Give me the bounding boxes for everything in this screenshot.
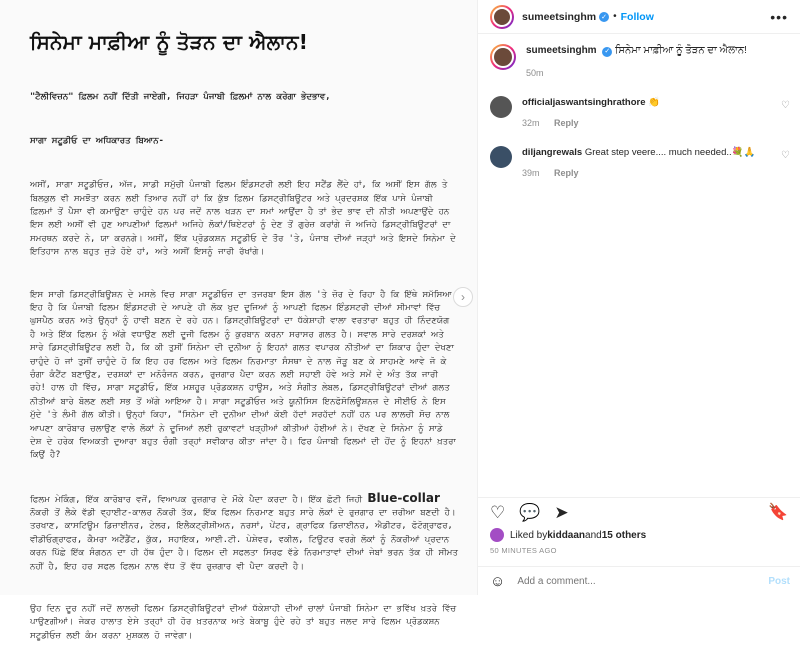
header-username[interactable]: sumeetsinghm	[522, 10, 597, 23]
comment-avatar[interactable]	[490, 96, 512, 118]
caption-avatar[interactable]	[490, 44, 516, 70]
comment-time: 39m	[522, 168, 540, 178]
document-paragraph-4: ਉਹ ਦਿਨ ਦੂਰ ਨਹੀਂ ਜਦੋਂ ਲਾਲਚੀ ਫਿਲਮ ਡਿਸਟ੍ਰੀਬਿਊਟਰਾਂ ਦੀਆਂ ਧੱਕੇਸ਼ਾਹੀ ਦੀਆਂ ਚਾਲਾਂ ਪੰਜਾਬੀ ਸਿਨੇਮਾ ਦਾ ਭਵਿੱਖ ਖ਼ਤਰੇ ਵਿੱਚ ਪਾਉਣਗੀਆਂ। ਜੇਕਰ ਹਾਲਾਤ ਏਸੇ ਤਰ੍ਹਾਂ ਹੀ ਹੋਰ ਖ਼ਤਰਨਾਕ ਅਤੇ ਬੇਕਾਬੂ ਹੁੰਦੇ ਰਹੇ ਤਾਂ ਬਹੁਤ ਜਲਦ ਸਾਰੇ ਫਿਲਮ ਪ੍ਰੋਡਕਸ਼ਨ ਸਟੂਡੀਓਜ਼ ਲਈ ਕੰਮ ਕਰਨਾ ਮੁਸ਼ਕਲ ਹੋ ਜਾਵੇਗਾ।	[30, 603, 462, 641]
caption-avatar-photo	[492, 46, 514, 68]
comments-list[interactable]	[478, 34, 800, 444]
likes-mid: and	[585, 529, 602, 541]
comment-avatar[interactable]	[490, 146, 512, 168]
emoji-icon[interactable]: ☺	[490, 573, 506, 590]
comment-time: 32m	[522, 118, 540, 128]
paragraph-3-start: ਫਿਲਮ ਮੇਕਿੰਗ, ਇੱਕ ਕਾਰੋਬਾਰ ਵਜੋਂ, ਵਿਆਪਕ ਰੁਜ਼ਗਾਰ ਦੇ ਮੌਕੇ ਪੈਦਾ ਕਰਦਾ ਹੈ। ਇੱਕ ਛੋਟੀ ਜਿਹੀ	[30, 494, 368, 505]
likes-others[interactable]: 15 others	[601, 529, 647, 541]
caption-body	[526, 44, 747, 80]
avatar[interactable]	[490, 5, 514, 29]
separator-dot: •	[613, 11, 617, 22]
post-button[interactable]: Post	[768, 576, 790, 587]
likes-summary	[490, 528, 646, 542]
caption-time: 50m	[526, 68, 544, 78]
comment-icon[interactable]: 💬	[519, 503, 541, 522]
comment-text: Great step veere.... much needed..💐🙏	[584, 147, 756, 158]
likes-prefix: Liked by	[510, 529, 548, 541]
document-paragraph-3	[30, 490, 464, 574]
comment-like-heart-icon[interactable]: ♡	[781, 150, 790, 161]
liker-username[interactable]: kiddaan	[547, 529, 586, 541]
reply-button[interactable]: Reply	[554, 118, 579, 128]
verified-badge-icon: ✓	[599, 12, 609, 22]
more-options-icon[interactable]: •••	[770, 9, 788, 25]
document-paragraph-2: ਇਸ ਸਾਰੀ ਡਿਸਟ੍ਰੀਬਿਊਸ਼ਨ ਦੇ ਮਸਲੇ ਵਿਚ ਸਾਗਾ ਸਟੂਡੀਓਜ਼ ਦਾ ਤਜਰਬਾ ਇਸ ਗੱਲ 'ਤੇ ਜ਼ੋਰ ਦੇ ਰਿਹਾ ਹੈ ਕਿ ਇੱਥੇ ਸਮੱਸਿਆ ਇਹ ਹੈ ਕਿ ਪੰਜਾਬੀ ਫਿਲਮ ਇੰਡਸਟਰੀ ਦੇ ਆਪਣੇ ਹੀ ਲੋਕ ਖੁਦ ਦੂਜਿਆਂ ਨੂੰ ਆਪਣੀ ਫਿਲਮ ਇੰਡਸਟਰੀ ਦੀਆਂ ਸੀਮਾਵਾਂ ਵਿੱਚ ਘੁਸਪੈਠ ਕਰਨ ਅਤੇ ਉਨ੍ਹਾਂ ਨੂੰ ਹਾਵੀ ਬਣਨ ਦੇ ਰਹੇ ਹਨ। ਡਿਸਟ੍ਰੀਬਿਊਟਰਾਂ ਦਾ ਧੱਕੇਸ਼ਾਹੀ ਵਾਲਾ ਵਰਤਾਰਾ ਬਹੁਤ ਹੀ ਨਿੰਦਣਯੋਗ ਹੈ ਅਤੇ ਇੱਕ ਫਿਲਮ ਨੂੰ ਅੱਗੇ ਵਧਾਉਣ ਲਈ ਦੂਜੀ ਫਿਲਮ ਨੂੰ ਕੁਰਬਾਨ ਕਰਨਾ ਸਰਾਸਰ ਗਲਤ ਹੈ। ਸਵਾਲ ਸਾਰੇ ਦਰਸ਼ਕਾਂ ਅਤੇ ਸਾਰੇ ਡਿਸਟ੍ਰੀਬਿਊਟਰ ਲਈ ਹੈ, ਕਿ ਕੀ ਤੁਸੀਂ ਸਿਨੇਮਾ ਦੀ ਦੁਨੀਆ ਨੂੰ ਇਹਨਾਂ ਗਲਤ ਵਪਾਰਕ ਨੀਤੀਆਂ ਦਾ ਸ਼ਿਕਾਰ ਹੁੰਦਾ ਦੇਖਣਾ ਚਾਹੁੰਦੇ ਹੋ ਜਾਂ ਤੁਸੀਂ ਚਾਹੁੰਦੇ ਹੋ ਕਿ ਇਹ ਹਰ ਫਿਲਮ ਅਤੇ ਫਿਲਮ ਨਿਰਮਾਤਾ ਸੰਸਥਾ ਦੇ ਨਾਲ ਜੋੜੂ ਬਣ ਕੇ ਸਾਹਮਣੇ ਆਵੇ ਜੋ ਕੇ ਚੰਗਾ ਕੰਟੈਂਟ ਬਣਾਉਣ, ਦਰਸ਼ਕਾਂ ਦਾ ਮਨੋਰੰਜਨ ਕਰਨ, ਰੁਜ਼ਗਾਰ ਪੈਦਾ ਕਰਨ ਲਈ ਸਹਾਈ ਹੋਵੇ ਅਤੇ ਸਮੇਂ ਦੇ ਅੰਤ ਤੱਕ ਜਾਰੀ ਰਹੇ! ਹਾਲ ਹੀ ਵਿੱਚ, ਸਾਗਾ ਸਟੂਡੀਓ, ਇੱਕ ਮਸ਼ਹੂਰ ਪ੍ਰੋਡਕਸ਼ਨ ਹਾਊਸ, ਅਤੇ ਸੰਗੀਤ ਲੇਬਲ, ਡਿਸਟ੍ਰੀਬਿਊਟਰਾਂ ਦੀਆਂ ਗਲਤ ਨੀਤੀਆਂ ਬਾਰੇ ਬੋਲਣ ਲਈ ਸਭ ਤੋਂ ਅੱਗੇ ਆਇਆ ਹੈ। ਸਾਗਾ ਸਟੂਡੀਓਜ਼ ਅਤੇ ਯੂਨੀਸਿਸ ਇਨਫੋਸੋਲਿਊਸ਼ਨਜ਼ ਦੇ ਸੀਈਓ ਨੇ ਇਸ ਮੁੱਦੇ 'ਤੇ ਲੰਮੀ ਗੱਲ ਕੀਤੀ। ਉਨ੍ਹਾਂ ਕਿਹਾ, "ਸਿਨੇਮਾ ਦੀ ਦੁਨੀਆ ਦੀਆਂ ਕੋਈ ਹੱਦਾਂ ਸਰਹੱਦਾਂ ਨਹੀਂ ਹਨ ਪਰ ਲਾਲਚੀ ਸੋਚ ਨਾਲ ਆਪਣਾ ਕਾਰੋਬਾਰ ਚਲਾਉਣ ਵਾਲੇ ਲੋਕਾਂ ਨੇ ਦੂਜਿਆਂ ਲਈ ਰੁਕਾਵਟਾਂ ਖੜ੍ਹੀਆਂ ਕੀਤੀਆਂ ਹੋਈਆਂ ਨੇ। ਦੱਖਣ ਦੇ ਸਿਨੇਮਾ ਨੂੰ ਸਾਡੇ ਦੇਸ਼ ਦੇ ਹਰੇਕ ਵਿਅਕਤੀ ਦੁਆਰਾ ਬਹੁਤ ਚੰਗੀ ਤਰ੍ਹਾਂ ਸਵੀਕਾਰ ਕੀਤਾ ਜਾਂਦਾ ਹੈ। ਫਿਰ ਪੰਜਾਬੀ ਫਿਲਮਾਂ ਦੀ ਹੋਂਦ ਨੂੰ ਇਹਨਾਂ ਖ਼ਤਰਾ ਕਿਉਂ ਹੈ?	[30, 289, 456, 461]
action-bar	[478, 497, 800, 524]
carousel-next-icon[interactable]: ›	[453, 287, 473, 307]
like-heart-icon[interactable]: ♡	[490, 503, 506, 522]
paragraph-3-highlight: Blue-collar	[367, 490, 440, 505]
comment-meta	[522, 117, 660, 130]
comment-meta	[522, 167, 755, 180]
follow-button[interactable]: Follow	[620, 10, 654, 23]
post-header	[478, 0, 800, 34]
caption-username[interactable]: sumeetsinghm	[526, 45, 597, 56]
comment-text: 👏	[648, 97, 661, 108]
document-subtitle: "ਟੈਲੀਵਿਜ਼ਨ" ਫ਼ਿਲਮ ਨਹੀਂ ਦਿੱਤੀ ਜਾਏਗੀ, ਜਿਹੜਾ ਪੰਜਾਬੀ ਫ਼ਿਲਮਾਂ ਨਾਲ ਕਰੇਗਾ ਭੇਦਭਾਵ,	[30, 91, 331, 102]
document-subtitle-2: ਸਾਗਾ ਸਟੂਡੀਓ ਦਾ ਅਧਿਕਾਰਤ ਬਿਆਨ-	[30, 136, 164, 147]
comment-body	[522, 96, 660, 130]
document-paragraph-1: ਅਸੀਂ, ਸਾਗਾ ਸਟੂਡੀਓਜ਼, ਅੱਜ, ਸਾਡੀ ਸਮੁੱਚੀ ਪੰਜਾਬੀ ਫਿਲਮ ਇੰਡਸਟਰੀ ਲਈ ਇਹ ਸਟੈਂਡ ਲੈਂਦੇ ਹਾਂ, ਕਿ ਅਸੀਂ ਇਸ ਗੱਲ ਤੇ ਬਿਲਕੁਲ ਵੀ ਸਮਝੌਤਾ ਕਰਨ ਲਈ ਤਿਆਰ ਨਹੀਂ ਹਾਂ ਕਿ ਕੁੱਝ ਫ਼ਿਲਮ ਡਿਸਟ੍ਰੀਬਿਊਟਰ ਅਤੇ ਪ੍ਰਦਰਸ਼ਕ ਇੱਕ ਪਾਸੇ ਪੰਜਾਬੀ ਫ਼ਿਲਮਾਂ ਤੋਂ ਪੈਸਾ ਵੀ ਕਮਾਉਣਾ ਚਾਹੁੰਦੇ ਹਨ ਪਰ ਜਦੋਂ ਨਾਲ ਖੜਨ ਦਾ ਸਮਾਂ ਆਉਂਦਾ ਹੈ ਤਾਂ ਭੇਦ ਭਾਵ ਦੀ ਨੀਤੀ ਅਪਣਾਉਂਦੇ ਹਨ ਇਸ ਲਈ ਅਸੀਂ ਵੀ ਹੁਣ ਆਪਣੀਆਂ ਫਿਲਮਾਂ ਅਜਿਹੇ ਲੋਕਾਂ/ਥਿਏਟਰਾਂ ਨੂੰ ਦੇਣ ਤੋਂ ਗੁਰੇਜ਼ ਕਰਾਂਗੇ ਜੋ ਅਜਿਹੇ ਡਿਸਟ੍ਰੀਬਿਊਟਰਾਂ ਦਾ ਸਮਰਥਨ ਕਰਦੇ ਨੇ, ਯਾ ਕਰਨਗੇ। ਅਸੀਂ, ਇੱਕ ਪ੍ਰੋਡਕਸ਼ਨ ਸਟੂਡੀਓ ਦੇ ਤੌਰ 'ਤੇ, ਪੰਜਾਬ ਦੀਆਂ ਜੜ੍ਹਾਂ ਅਤੇ ਇਸਦੇ ਸਿਨੇਮਾ ਦੇ ਇਤਿਹਾਸ ਨਾਲ ਬਹੁਤ ਜੁੜੇ ਹੋਏ ਹਾਂ, ਅਤੇ ਅਸੀਂ ਇਸਨੂੰ ਜਾਰੀ ਰੱਖਾਂਗੇ।	[30, 180, 461, 258]
document-body	[30, 64, 464, 672]
comment-input[interactable]	[515, 575, 749, 588]
paragraph-3-end: ਨੌਕਰੀ ਤੋਂ ਲੈਕੇ ਵੱਡੀ ਵ੍ਹਾਈਟ-ਕਾਲਰ ਨੌਕਰੀ ਤੱਕ, ਇੱਕ ਫਿਲਮ ਨਿਰਮਾਣ ਬਹੁਤ ਸਾਰੇ ਲੋਕਾਂ ਦੇ ਰੁਜ਼ਗਾਰ ਦਾ ਜ਼ਰੀਆ ਬਣਦੀ ਹੈ। ਤਰਖਾਣ, ਕਾਸਟਿਊਮ ਡਿਜ਼ਾਈਨਰ, ਟੇਲਰ, ਇਲੈਕਟ੍ਰੀਸ਼ੀਅਨ, ਨਰਸਾਂ, ਪੇਂਟਰ, ਗ੍ਰਾਫਿਕ ਡਿਜ਼ਾਈਨਰ, ਐਡੀਟਰ, ਫੋਟੋਗ੍ਰਾਫਰ, ਵੀਡੀਓਗ੍ਰਾਫਰ, ਕੈਮਰਾ ਅਟੈਂਡੈਂਟ, ਕੁੱਕ, ਸਹਾਇਕ, ਆਈ.ਟੀ. ਪੇਸ਼ੇਵਰ, ਵਕੀਲ, ਟਿਊਟਰ ਵਰਗੇ ਲੋਕਾਂ ਨੂੰ ਨੌਕਰੀਆਂ ਪ੍ਰਦਾਨ ਕਰਨ ਪਿੱਛੇ ਇੱਕ ਸੰਗਠਨ ਦਾ ਹੀ ਹੱਥ ਹੁੰਦਾ ਹੈ। ਫਿਲਮ ਦੀ ਸਫਲਤਾ ਸਿਰਫ ਵੱਡੇ ਨਿਰਮਾਤਾਵਾਂ ਦੀਆਂ ਜੇਬਾਂ ਭਰਨ ਤੱਕ ਹੀ ਸੀਮਤ ਨਹੀਂ ਹੈ, ਇਹ ਹਰ ਸਫਲ ਫਿਲਮ ਨਾਲ ਵੱਧ ਤੋਂ ਵੱਧ ਰੁਜ਼ਗਾਰ ਵੀ ਪੈਦਾ ਕਰਦੀ ਹੈ।	[30, 494, 464, 572]
post-sidebar	[477, 0, 800, 595]
post-timestamp: 50 MINUTES AGO	[490, 546, 557, 555]
share-icon[interactable]: ➤	[554, 503, 569, 522]
caption-verified-icon: ✓	[602, 47, 612, 57]
reply-button[interactable]: Reply	[554, 168, 579, 178]
comment-username[interactable]: diljangrewals	[522, 147, 583, 158]
comment-username[interactable]: officialjaswantsinghrathore	[522, 97, 646, 108]
liker-avatar	[490, 528, 504, 542]
avatar-photo	[492, 7, 512, 27]
caption	[478, 34, 800, 80]
save-bookmark-icon[interactable]: 🔖	[768, 504, 788, 521]
document-title: ਸਿਨੇਮਾ ਮਾਫ਼ੀਆ ਨੂੰ ਤੋੜਨ ਦਾ ਐਲਾਨ!	[30, 30, 309, 54]
comment-body	[522, 146, 755, 180]
list-item	[478, 80, 800, 130]
add-comment-bar	[478, 566, 800, 596]
comment-like-heart-icon[interactable]: ♡	[781, 100, 790, 111]
list-item	[478, 130, 800, 180]
caption-text: ਸਿਨੇਮਾ ਮਾਫ਼ੀਆ ਨੂੰ ਤੋੜਨ ਦਾ ਐਲਾਨ!	[615, 45, 747, 56]
